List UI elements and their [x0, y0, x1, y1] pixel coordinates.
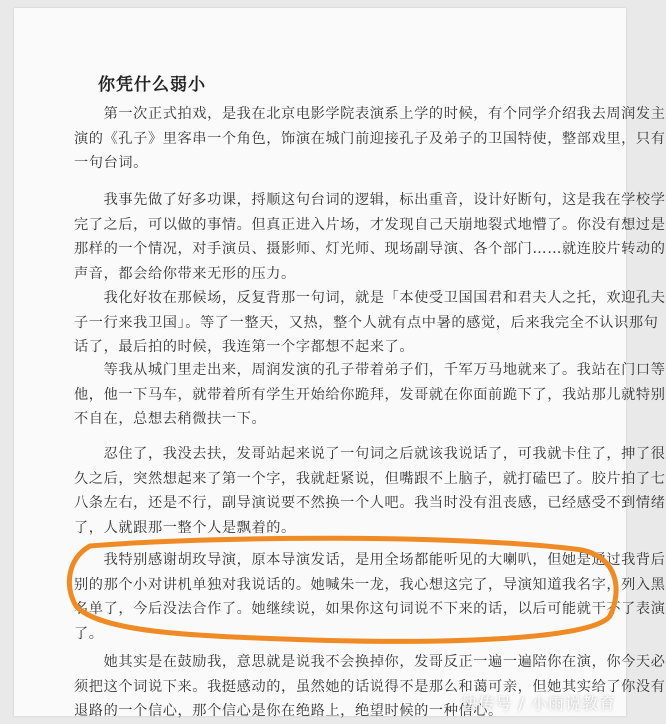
text-line: 名单了，今后没法合作了。她继续说，如果你这句词说不下来的话，以后可能就干不了表演 [74, 601, 666, 617]
page-title: 你凭什么弱小 [98, 75, 206, 95]
document-page [14, 8, 666, 719]
text-line: 他，他一下马车，就带着所有学生开始给你跪拜，发哥就在你面前跪下了，我站那儿就特别 [74, 386, 666, 403]
text-line: 一句台词。 [74, 155, 148, 171]
text-line: 我事先做了好多功课，捋顺这句台词的逻辑，标出重音，设计好断句，这是我在学校学 [74, 192, 666, 208]
text-line: 别的那个小对讲机单独对我说话的。她喊朱一龙，我心想这完了，导演知道我名字，列入黑 [74, 576, 666, 593]
text-line: 那样的一个情况，对手演员、摄影师、灯光师、现场副导演、各个部门……就连胶片转动的 [74, 241, 666, 257]
paragraph-4 [74, 358, 666, 432]
text-line: 等我从城门里走出来，周润发演的孔子带着弟子们，千军万马地就来了。我站在门口等 [74, 362, 666, 378]
text-line: 忍住了，我没去扶，发哥站起来说了一句词之后就该我说话了，可我就卡住了，抻了很 [74, 446, 666, 462]
paragraph-2 [74, 188, 666, 286]
text-line: 子一行来我卫国」。等了一整天，又热，整个人就有点中暑的感觉，后来我完全不认识那句 [74, 314, 659, 331]
text-line: 了，人就跟那一整个人是飘着的。 [74, 519, 296, 536]
text-line: 八条左右，还是不行，副导演说要不然换一个人吧。我当时没有沮丧感，已经感受不到情绪 [74, 495, 666, 511]
text-line: 声音，都会给你带来无形的压力。 [74, 265, 296, 282]
paragraph-5 [74, 442, 666, 540]
paragraph-1 [74, 102, 666, 176]
text-line: 我特别感谢胡玫导演，原本导演发话，是用全场都能听见的大喇叭，但她是通过我背后 [74, 552, 666, 568]
text-line: 须把这个词说下来。我挺感动的，虽然她的话说得不是那么和蔼可亲，但她其实给了你没有 [74, 678, 666, 695]
text-line: 演的《孔子》里客串一个角色，饰演在城门前迎接孔子及弟子的卫国特使，整部戏里，只有 [74, 130, 666, 147]
text-line: 她其实是在鼓励我，意思就是说我不会换掉你，发哥反正一遍一遍陪你在演，你今天必 [74, 654, 666, 670]
text-line: 我化好妆在那候场，反复背那一句词，就是「本使受卫国国君和君夫人之托，欢迎孔夫 [74, 290, 666, 306]
paragraph-3 [74, 286, 666, 360]
watermark: 快传号 / 小雨说教育 [461, 694, 616, 713]
text-line: 久之后，突然想起来了第一个字，我就赶紧说，但嘴跟不上脑子，就打磕巴了。胶片拍了七 [74, 470, 666, 487]
text-line: 第一次正式拍戏，是我在北京电影学院表演系上学的时候，有个同学介绍我去周润发主 [74, 106, 666, 122]
text-line: 完了之后，可以做的事情。但真正进入片场，才发现自己天崩地裂式地懵了。你没有想过是 [74, 216, 666, 233]
text-line: 不自在，总想去稍微扶一下。 [74, 411, 267, 427]
text-line: 退路的一个信心，那个信心是你在绝路上，绝望时候的一种信心。 [74, 703, 503, 719]
text-line: 话了，最后拍的时候，我连第一个字都想不起来了。 [74, 339, 415, 355]
paragraph-6-highlighted [74, 548, 666, 646]
text-line: 了。 [74, 625, 104, 642]
